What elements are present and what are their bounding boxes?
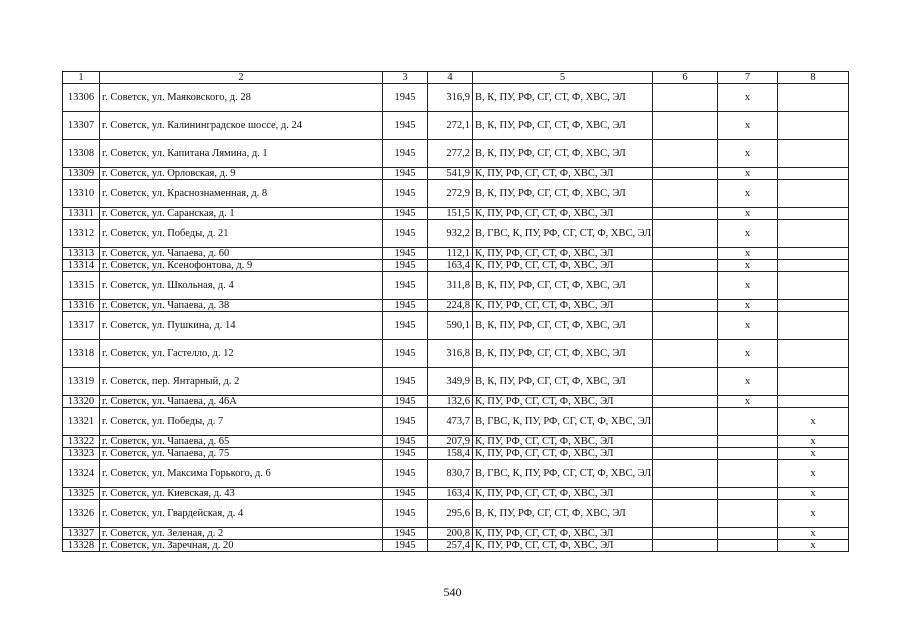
cell-utilities: К, ПУ, РФ, СГ, СТ, Ф, ХВС, ЭЛ bbox=[473, 260, 653, 272]
table-row bbox=[63, 408, 849, 436]
table-row bbox=[63, 84, 849, 112]
cell-address: г. Советск, ул. Маяковского, д. 28 bbox=[100, 84, 383, 112]
cell-utilities: К, ПУ, РФ, СГ, СТ, Ф, ХВС, ЭЛ bbox=[473, 248, 653, 260]
cell-col7-mark: х bbox=[718, 260, 778, 272]
cell-area: 932,2 bbox=[428, 220, 473, 248]
cell-address: г. Советск, ул. Пушкина, д. 14 bbox=[100, 312, 383, 340]
table-row bbox=[63, 436, 849, 448]
cell-row-number: 13326 bbox=[63, 500, 100, 528]
cell-utilities: К, ПУ, РФ, СГ, СТ, Ф, ХВС, ЭЛ bbox=[473, 488, 653, 500]
cell-col6 bbox=[653, 528, 718, 540]
cell-col7-mark bbox=[718, 488, 778, 500]
cell-col7-mark: х bbox=[718, 272, 778, 300]
cell-utilities: В, К, ПУ, РФ, СГ, СТ, Ф, ХВС, ЭЛ bbox=[473, 340, 653, 368]
cell-address: г. Советск, ул. Саранская, д. 1 bbox=[100, 208, 383, 220]
cell-col6 bbox=[653, 112, 718, 140]
cell-col6 bbox=[653, 84, 718, 112]
cell-address: г. Советск, ул. Зеленая, д. 2 bbox=[100, 528, 383, 540]
cell-row-number: 13324 bbox=[63, 460, 100, 488]
table-row bbox=[63, 272, 849, 300]
table-row bbox=[63, 180, 849, 208]
cell-year: 1945 bbox=[383, 168, 428, 180]
header-cell-3: 3 bbox=[383, 72, 428, 84]
header-row bbox=[63, 72, 849, 84]
cell-year: 1945 bbox=[383, 488, 428, 500]
cell-area: 158,4 bbox=[428, 448, 473, 460]
cell-col7-mark: х bbox=[718, 396, 778, 408]
cell-year: 1945 bbox=[383, 248, 428, 260]
cell-year: 1945 bbox=[383, 500, 428, 528]
cell-col8-mark: х bbox=[778, 460, 849, 488]
cell-address: г. Советск, ул. Чапаева, д. 60 bbox=[100, 248, 383, 260]
cell-utilities: К, ПУ, РФ, СГ, СТ, Ф, ХВС, ЭЛ bbox=[473, 300, 653, 312]
table-row bbox=[63, 448, 849, 460]
cell-utilities: К, ПУ, РФ, СГ, СТ, Ф, ХВС, ЭЛ bbox=[473, 396, 653, 408]
cell-row-number: 13325 bbox=[63, 488, 100, 500]
cell-year: 1945 bbox=[383, 528, 428, 540]
cell-col8-mark bbox=[778, 220, 849, 248]
table-row bbox=[63, 528, 849, 540]
cell-utilities: В, ГВС, К, ПУ, РФ, СГ, СТ, Ф, ХВС, ЭЛ bbox=[473, 408, 653, 436]
header-cell-4: 4 bbox=[428, 72, 473, 84]
cell-col8-mark: х bbox=[778, 540, 849, 552]
cell-utilities: В, К, ПУ, РФ, СГ, СТ, Ф, ХВС, ЭЛ bbox=[473, 272, 653, 300]
cell-address: г. Советск, ул. Школьная, д. 4 bbox=[100, 272, 383, 300]
cell-address: г. Советск, ул. Калининградское шоссе, д. 24 bbox=[100, 112, 383, 140]
cell-row-number: 13312 bbox=[63, 220, 100, 248]
cell-year: 1945 bbox=[383, 260, 428, 272]
cell-row-number: 13309 bbox=[63, 168, 100, 180]
cell-col7-mark: х bbox=[718, 180, 778, 208]
table-row bbox=[63, 340, 849, 368]
cell-col8-mark bbox=[778, 260, 849, 272]
header-cell-5: 5 bbox=[473, 72, 653, 84]
cell-col8-mark bbox=[778, 312, 849, 340]
cell-col6 bbox=[653, 540, 718, 552]
cell-year: 1945 bbox=[383, 396, 428, 408]
table-row bbox=[63, 112, 849, 140]
header-cell-1: 1 bbox=[63, 72, 100, 84]
cell-year: 1945 bbox=[383, 140, 428, 168]
table-row bbox=[63, 488, 849, 500]
cell-address: г. Советск, ул. Киевская, д. 43 bbox=[100, 488, 383, 500]
header-cell-7: 7 bbox=[718, 72, 778, 84]
cell-area: 272,9 bbox=[428, 180, 473, 208]
cell-row-number: 13323 bbox=[63, 448, 100, 460]
cell-col7-mark: х bbox=[718, 368, 778, 396]
table-header bbox=[63, 72, 849, 84]
table-row bbox=[63, 208, 849, 220]
cell-col6 bbox=[653, 396, 718, 408]
cell-year: 1945 bbox=[383, 220, 428, 248]
cell-area: 163,4 bbox=[428, 488, 473, 500]
table-row bbox=[63, 396, 849, 408]
cell-address: г. Советск, ул. Ксенофонтова, д. 9 bbox=[100, 260, 383, 272]
cell-col7-mark bbox=[718, 500, 778, 528]
cell-address: г. Советск, ул. Гвардейская, д. 4 bbox=[100, 500, 383, 528]
cell-col6 bbox=[653, 448, 718, 460]
cell-utilities: К, ПУ, РФ, СГ, СТ, Ф, ХВС, ЭЛ bbox=[473, 436, 653, 448]
cell-col8-mark bbox=[778, 84, 849, 112]
cell-col7-mark: х bbox=[718, 168, 778, 180]
table-row bbox=[63, 540, 849, 552]
cell-area: 272,1 bbox=[428, 112, 473, 140]
cell-col8-mark: х bbox=[778, 488, 849, 500]
cell-address: г. Советск, ул. Максима Горького, д. 6 bbox=[100, 460, 383, 488]
cell-utilities: В, К, ПУ, РФ, СГ, СТ, Ф, ХВС, ЭЛ bbox=[473, 84, 653, 112]
cell-col6 bbox=[653, 488, 718, 500]
cell-address: г. Советск, пер. Янтарный, д. 2 bbox=[100, 368, 383, 396]
cell-row-number: 13314 bbox=[63, 260, 100, 272]
cell-utilities: К, ПУ, РФ, СГ, СТ, Ф, ХВС, ЭЛ bbox=[473, 540, 653, 552]
cell-utilities: В, К, ПУ, РФ, СГ, СТ, Ф, ХВС, ЭЛ bbox=[473, 140, 653, 168]
cell-col8-mark bbox=[778, 248, 849, 260]
cell-area: 207,9 bbox=[428, 436, 473, 448]
table-row bbox=[63, 220, 849, 248]
cell-col7-mark: х bbox=[718, 208, 778, 220]
cell-area: 132,6 bbox=[428, 396, 473, 408]
cell-col7-mark: х bbox=[718, 300, 778, 312]
register-table bbox=[62, 71, 849, 552]
cell-row-number: 13322 bbox=[63, 436, 100, 448]
cell-utilities: В, К, ПУ, РФ, СГ, СТ, Ф, ХВС, ЭЛ bbox=[473, 112, 653, 140]
cell-area: 224,8 bbox=[428, 300, 473, 312]
table-row bbox=[63, 460, 849, 488]
cell-area: 257,4 bbox=[428, 540, 473, 552]
cell-area: 316,9 bbox=[428, 84, 473, 112]
cell-address: г. Советск, ул. Победы, д. 7 bbox=[100, 408, 383, 436]
cell-year: 1945 bbox=[383, 436, 428, 448]
cell-utilities: В, К, ПУ, РФ, СГ, СТ, Ф, ХВС, ЭЛ bbox=[473, 500, 653, 528]
cell-row-number: 13328 bbox=[63, 540, 100, 552]
cell-address: г. Советск, ул. Чапаева, д. 46А bbox=[100, 396, 383, 408]
cell-utilities: В, К, ПУ, РФ, СГ, СТ, Ф, ХВС, ЭЛ bbox=[473, 180, 653, 208]
table-row bbox=[63, 260, 849, 272]
cell-area: 163,4 bbox=[428, 260, 473, 272]
cell-row-number: 13307 bbox=[63, 112, 100, 140]
cell-area: 112,1 bbox=[428, 248, 473, 260]
cell-address: г. Советск, ул. Чапаева, д. 75 bbox=[100, 448, 383, 460]
cell-area: 590,1 bbox=[428, 312, 473, 340]
cell-area: 316,8 bbox=[428, 340, 473, 368]
cell-col6 bbox=[653, 220, 718, 248]
table-row bbox=[63, 500, 849, 528]
cell-area: 311,8 bbox=[428, 272, 473, 300]
cell-year: 1945 bbox=[383, 340, 428, 368]
cell-col8-mark bbox=[778, 340, 849, 368]
cell-row-number: 13310 bbox=[63, 180, 100, 208]
cell-year: 1945 bbox=[383, 208, 428, 220]
cell-col8-mark bbox=[778, 140, 849, 168]
cell-row-number: 13318 bbox=[63, 340, 100, 368]
cell-col8-mark: х bbox=[778, 408, 849, 436]
cell-area: 277,2 bbox=[428, 140, 473, 168]
cell-year: 1945 bbox=[383, 448, 428, 460]
cell-year: 1945 bbox=[383, 180, 428, 208]
cell-col6 bbox=[653, 460, 718, 488]
cell-utilities: В, К, ПУ, РФ, СГ, СТ, Ф, ХВС, ЭЛ bbox=[473, 368, 653, 396]
table-row bbox=[63, 140, 849, 168]
cell-col6 bbox=[653, 300, 718, 312]
cell-year: 1945 bbox=[383, 368, 428, 396]
cell-col6 bbox=[653, 248, 718, 260]
header-cell-2: 2 bbox=[100, 72, 383, 84]
cell-utilities: В, ГВС, К, ПУ, РФ, СГ, СТ, Ф, ХВС, ЭЛ bbox=[473, 460, 653, 488]
cell-address: г. Советск, ул. Орловская, д. 9 bbox=[100, 168, 383, 180]
cell-col7-mark bbox=[718, 408, 778, 436]
cell-area: 541,9 bbox=[428, 168, 473, 180]
cell-col8-mark: х bbox=[778, 528, 849, 540]
cell-col8-mark: х bbox=[778, 448, 849, 460]
cell-area: 200,8 bbox=[428, 528, 473, 540]
cell-utilities: К, ПУ, РФ, СГ, СТ, Ф, ХВС, ЭЛ bbox=[473, 528, 653, 540]
cell-address: г. Советск, ул. Капитана Лямина, д. 1 bbox=[100, 140, 383, 168]
cell-row-number: 13311 bbox=[63, 208, 100, 220]
cell-col7-mark bbox=[718, 528, 778, 540]
cell-col8-mark bbox=[778, 396, 849, 408]
cell-row-number: 13315 bbox=[63, 272, 100, 300]
cell-col8-mark bbox=[778, 208, 849, 220]
cell-area: 151,5 bbox=[428, 208, 473, 220]
cell-year: 1945 bbox=[383, 300, 428, 312]
cell-address: г. Советск, ул. Гастелло, д. 12 bbox=[100, 340, 383, 368]
cell-col6 bbox=[653, 340, 718, 368]
cell-col8-mark bbox=[778, 112, 849, 140]
table-row bbox=[63, 368, 849, 396]
table-row bbox=[63, 168, 849, 180]
cell-col6 bbox=[653, 260, 718, 272]
cell-col8-mark: х bbox=[778, 500, 849, 528]
cell-area: 830,7 bbox=[428, 460, 473, 488]
page-number: 540 bbox=[443, 585, 462, 599]
cell-year: 1945 bbox=[383, 272, 428, 300]
cell-year: 1945 bbox=[383, 84, 428, 112]
cell-col8-mark bbox=[778, 300, 849, 312]
cell-col8-mark bbox=[778, 168, 849, 180]
cell-utilities: К, ПУ, РФ, СГ, СТ, Ф, ХВС, ЭЛ bbox=[473, 168, 653, 180]
cell-col6 bbox=[653, 272, 718, 300]
cell-address: г. Советск, ул. Чапаева, д. 38 bbox=[100, 300, 383, 312]
cell-col7-mark bbox=[718, 436, 778, 448]
cell-row-number: 13317 bbox=[63, 312, 100, 340]
cell-address: г. Советск, ул. Чапаева, д. 65 bbox=[100, 436, 383, 448]
table-body bbox=[63, 84, 849, 552]
cell-area: 349,9 bbox=[428, 368, 473, 396]
cell-col7-mark: х bbox=[718, 84, 778, 112]
cell-area: 295,6 bbox=[428, 500, 473, 528]
cell-col6 bbox=[653, 140, 718, 168]
cell-col6 bbox=[653, 408, 718, 436]
cell-col6 bbox=[653, 168, 718, 180]
cell-col7-mark: х bbox=[718, 140, 778, 168]
cell-row-number: 13320 bbox=[63, 396, 100, 408]
cell-address: г. Советск, ул. Заречная, д. 20 bbox=[100, 540, 383, 552]
cell-col7-mark: х bbox=[718, 112, 778, 140]
cell-col6 bbox=[653, 180, 718, 208]
cell-col7-mark bbox=[718, 540, 778, 552]
cell-row-number: 13319 bbox=[63, 368, 100, 396]
cell-utilities: К, ПУ, РФ, СГ, СТ, Ф, ХВС, ЭЛ bbox=[473, 208, 653, 220]
cell-year: 1945 bbox=[383, 460, 428, 488]
cell-address: г. Советск, ул. Краснознаменная, д. 8 bbox=[100, 180, 383, 208]
cell-row-number: 13327 bbox=[63, 528, 100, 540]
table-row bbox=[63, 312, 849, 340]
cell-col7-mark: х bbox=[718, 340, 778, 368]
cell-utilities: К, ПУ, РФ, СГ, СТ, Ф, ХВС, ЭЛ bbox=[473, 448, 653, 460]
cell-col8-mark bbox=[778, 272, 849, 300]
cell-utilities: В, ГВС, К, ПУ, РФ, СГ, СТ, Ф, ХВС, ЭЛ bbox=[473, 220, 653, 248]
cell-year: 1945 bbox=[383, 312, 428, 340]
cell-col6 bbox=[653, 312, 718, 340]
cell-row-number: 13313 bbox=[63, 248, 100, 260]
cell-col6 bbox=[653, 368, 718, 396]
header-cell-8: 8 bbox=[778, 72, 849, 84]
cell-row-number: 13321 bbox=[63, 408, 100, 436]
cell-col7-mark: х bbox=[718, 220, 778, 248]
cell-year: 1945 bbox=[383, 540, 428, 552]
cell-col6 bbox=[653, 436, 718, 448]
cell-col6 bbox=[653, 500, 718, 528]
cell-col7-mark bbox=[718, 448, 778, 460]
cell-address: г. Советск, ул. Победы, д. 21 bbox=[100, 220, 383, 248]
cell-col6 bbox=[653, 208, 718, 220]
cell-row-number: 13306 bbox=[63, 84, 100, 112]
cell-year: 1945 bbox=[383, 112, 428, 140]
cell-utilities: В, К, ПУ, РФ, СГ, СТ, Ф, ХВС, ЭЛ bbox=[473, 312, 653, 340]
cell-col8-mark bbox=[778, 368, 849, 396]
cell-row-number: 13316 bbox=[63, 300, 100, 312]
cell-col8-mark bbox=[778, 180, 849, 208]
cell-year: 1945 bbox=[383, 408, 428, 436]
cell-col7-mark: х bbox=[718, 248, 778, 260]
cell-area: 473,7 bbox=[428, 408, 473, 436]
table-row bbox=[63, 300, 849, 312]
cell-col7-mark: х bbox=[718, 312, 778, 340]
cell-col8-mark: х bbox=[778, 436, 849, 448]
cell-row-number: 13308 bbox=[63, 140, 100, 168]
cell-col7-mark bbox=[718, 460, 778, 488]
table-row bbox=[63, 248, 849, 260]
header-cell-6: 6 bbox=[653, 72, 718, 84]
